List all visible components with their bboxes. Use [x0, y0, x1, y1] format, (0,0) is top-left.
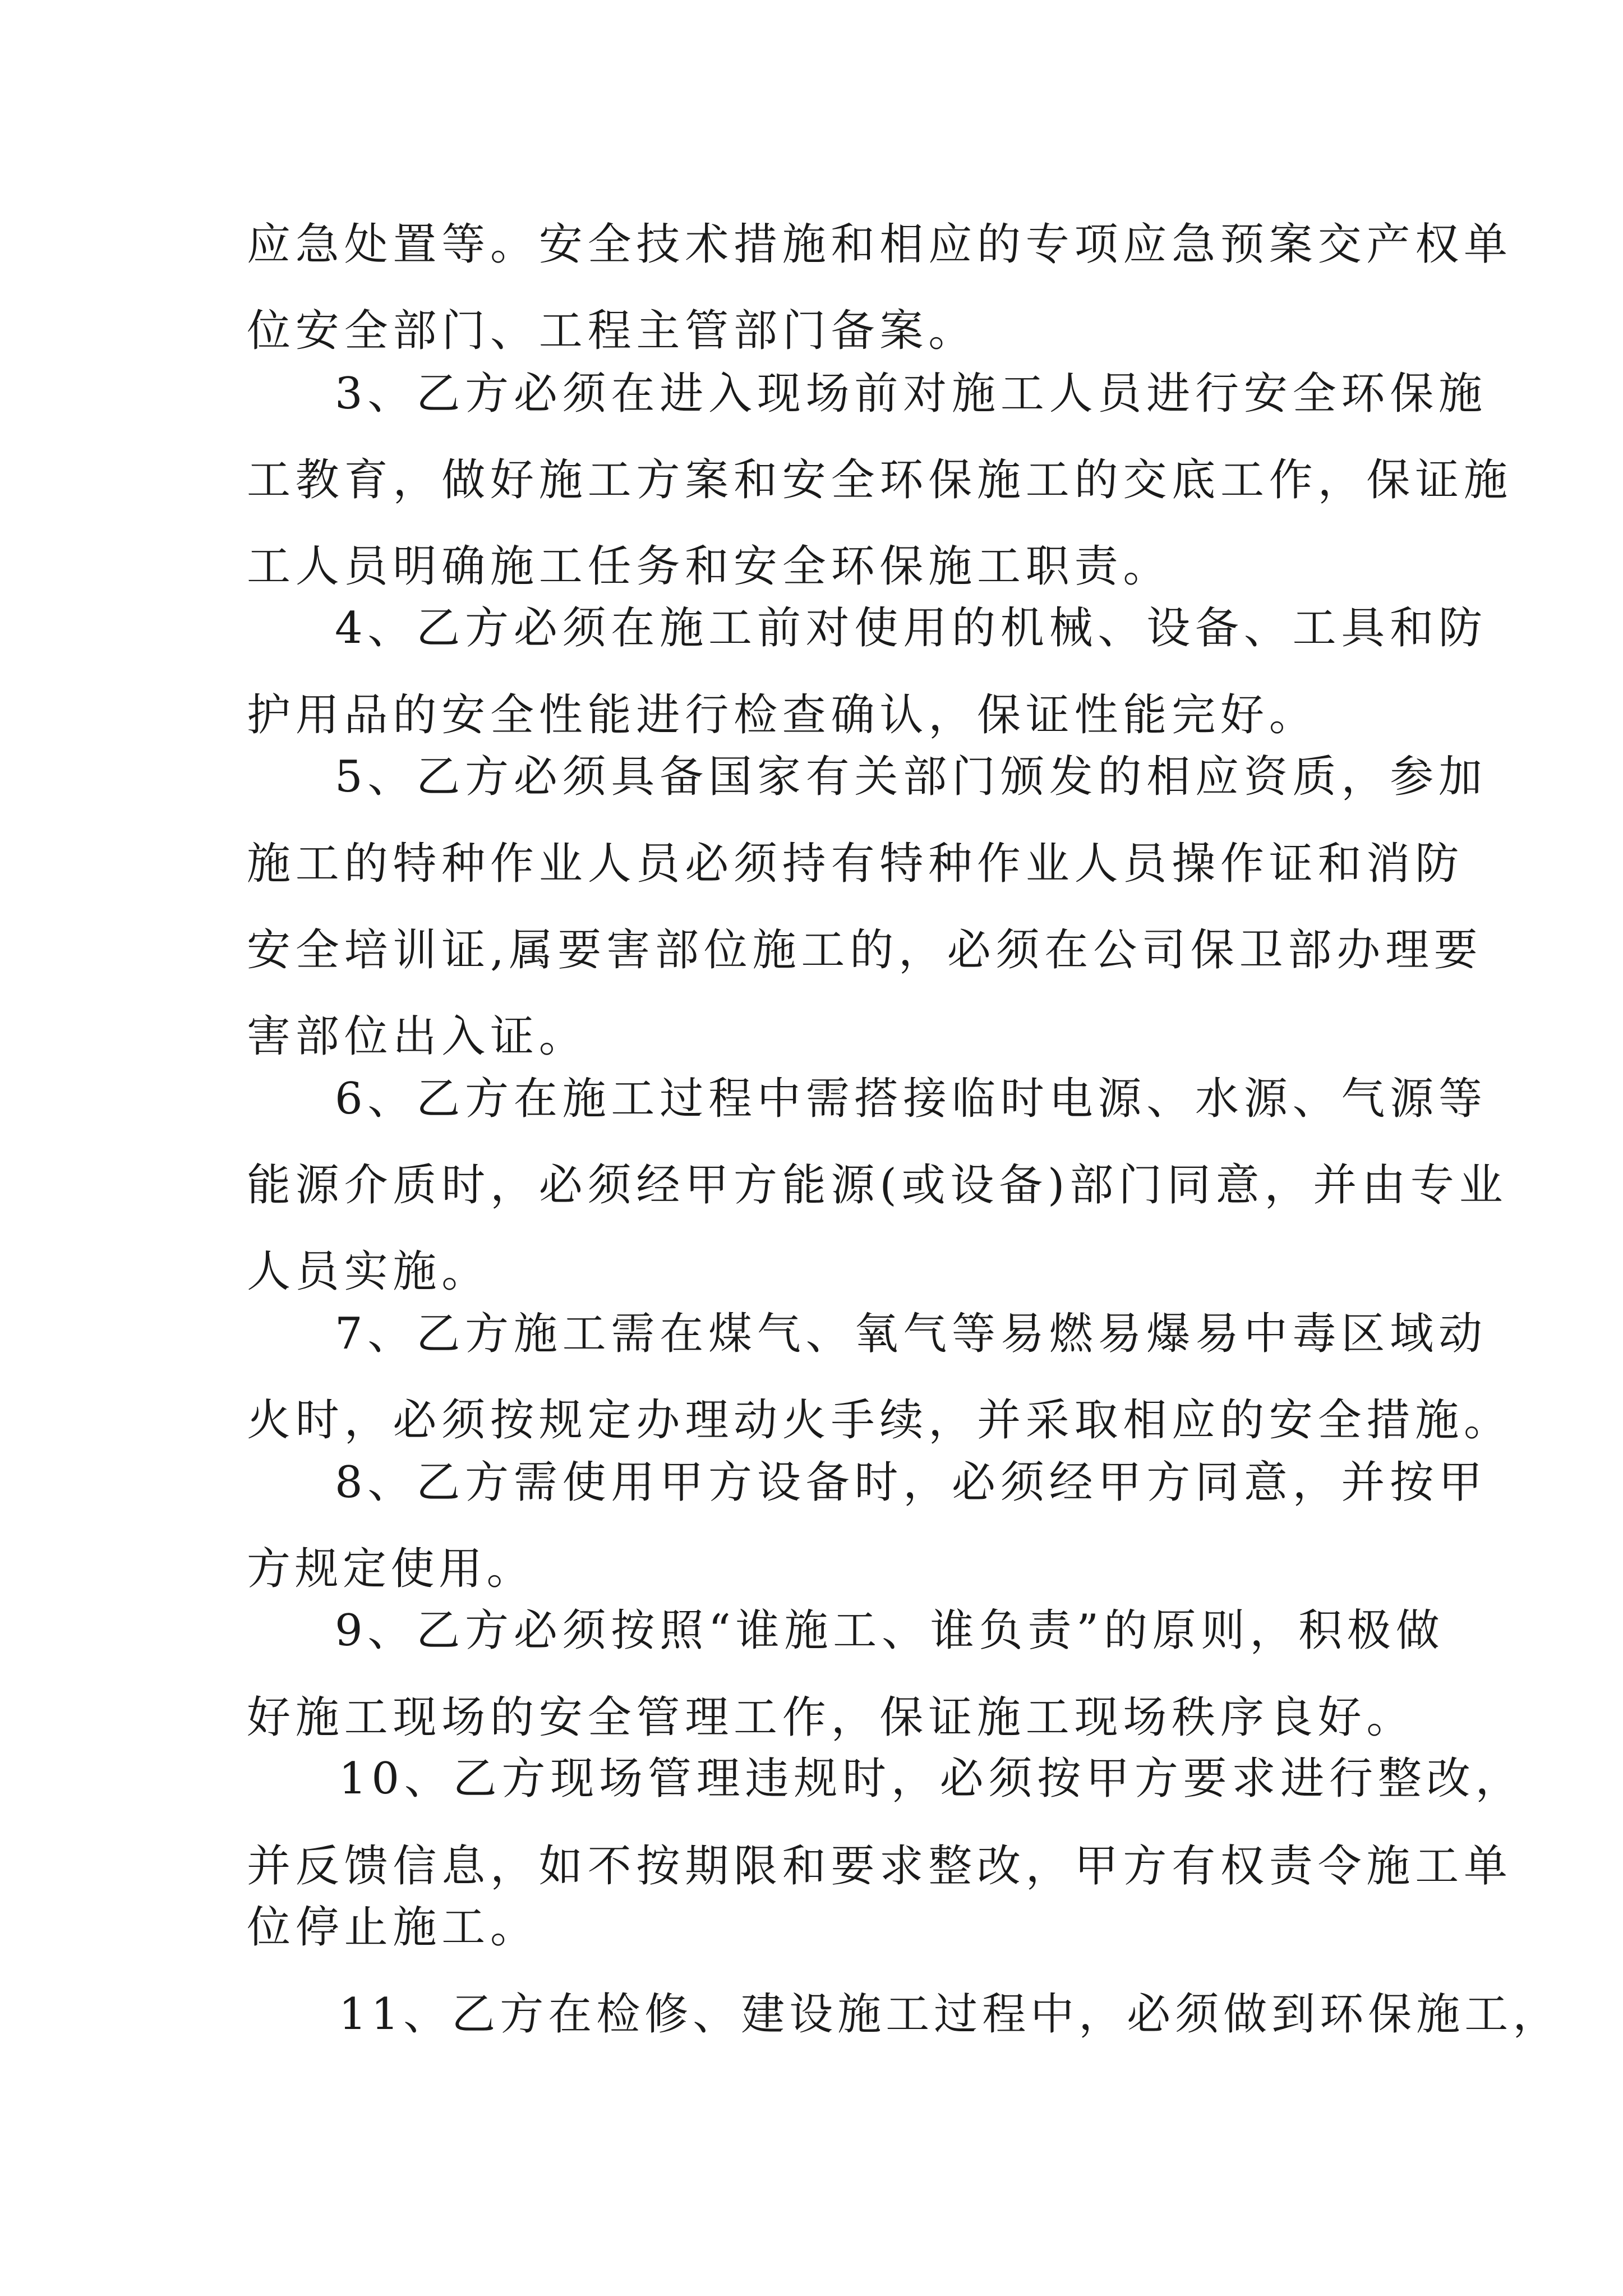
paragraph-3-first-line: 3、乙方必须在进入现场前对施工人员进行安全环保施 — [335, 369, 1487, 419]
paragraph-4-first-line: 4、乙方必须在施工前对使用的机械、设备、工具和防 — [335, 603, 1487, 654]
paragraph-5-first-line: 5、乙方必须具备国家有关部门颁发的相应资质，参加 — [335, 752, 1487, 802]
paragraph-10-first-line: 10、乙方现场管理违规时，必须按甲方要求进行整改， — [339, 1754, 1524, 1804]
text-line: 人员实施。 — [247, 1246, 491, 1297]
text-line: 护用品的安全性能进行检查确认，保证性能完好。 — [247, 690, 1318, 740]
paragraph-6-first-line: 6、乙方在施工过程中需搭接临时电源、水源、气源等 — [335, 1074, 1487, 1124]
paragraph-7-first-line: 7、乙方施工需在煤气、氧气等易燃易爆易中毒区域动 — [335, 1309, 1487, 1359]
text-line: 工人员明确施工任务和安全环保施工职责。 — [247, 541, 1172, 592]
text-line: 并反馈信息，如不按期限和要求整改，甲方有权责令施工单 — [247, 1841, 1513, 1892]
paragraph-9-first-line: 9、乙方必须按照“谁施工、谁负责”的原则，积极做 — [335, 1605, 1445, 1656]
text-line: 工教育，做好施工方案和安全环保施工的交底工作，保证施 — [247, 455, 1513, 505]
text-line: 害部位出入证。 — [247, 1011, 588, 1062]
text-line: 位停止施工。 — [247, 1902, 539, 1953]
text-line: 施工的特种作业人员必须持有特种作业人员操作证和消防 — [247, 839, 1464, 889]
text-line: 安全培训证,属要害部位施工的，必须在公司保卫部办理要 — [247, 925, 1483, 976]
paragraph-11-first-line: 11、乙方在检修、建设施工过程中，必须做到环保施工， — [339, 1989, 1561, 2040]
text-line: 能源介质时，必须经甲方能源(或设备)部门同意，并由专业 — [247, 1160, 1508, 1211]
text-line: 应急处置等。安全技术措施和相应的专项应急预案交产权单 — [247, 219, 1513, 270]
text-line: 火时，必须按规定办理动火手续，并采取相应的安全措施。 — [247, 1395, 1513, 1446]
text-line: 方规定使用。 — [247, 1544, 535, 1594]
text-line: 位安全部门、工程主管部门备案。 — [247, 306, 978, 356]
paragraph-8-first-line: 8、乙方需使用甲方设备时，必须经甲方同意，并按甲 — [335, 1457, 1487, 1508]
text-line: 好施工现场的安全管理工作，保证施工现场秩序良好。 — [247, 1692, 1415, 1743]
